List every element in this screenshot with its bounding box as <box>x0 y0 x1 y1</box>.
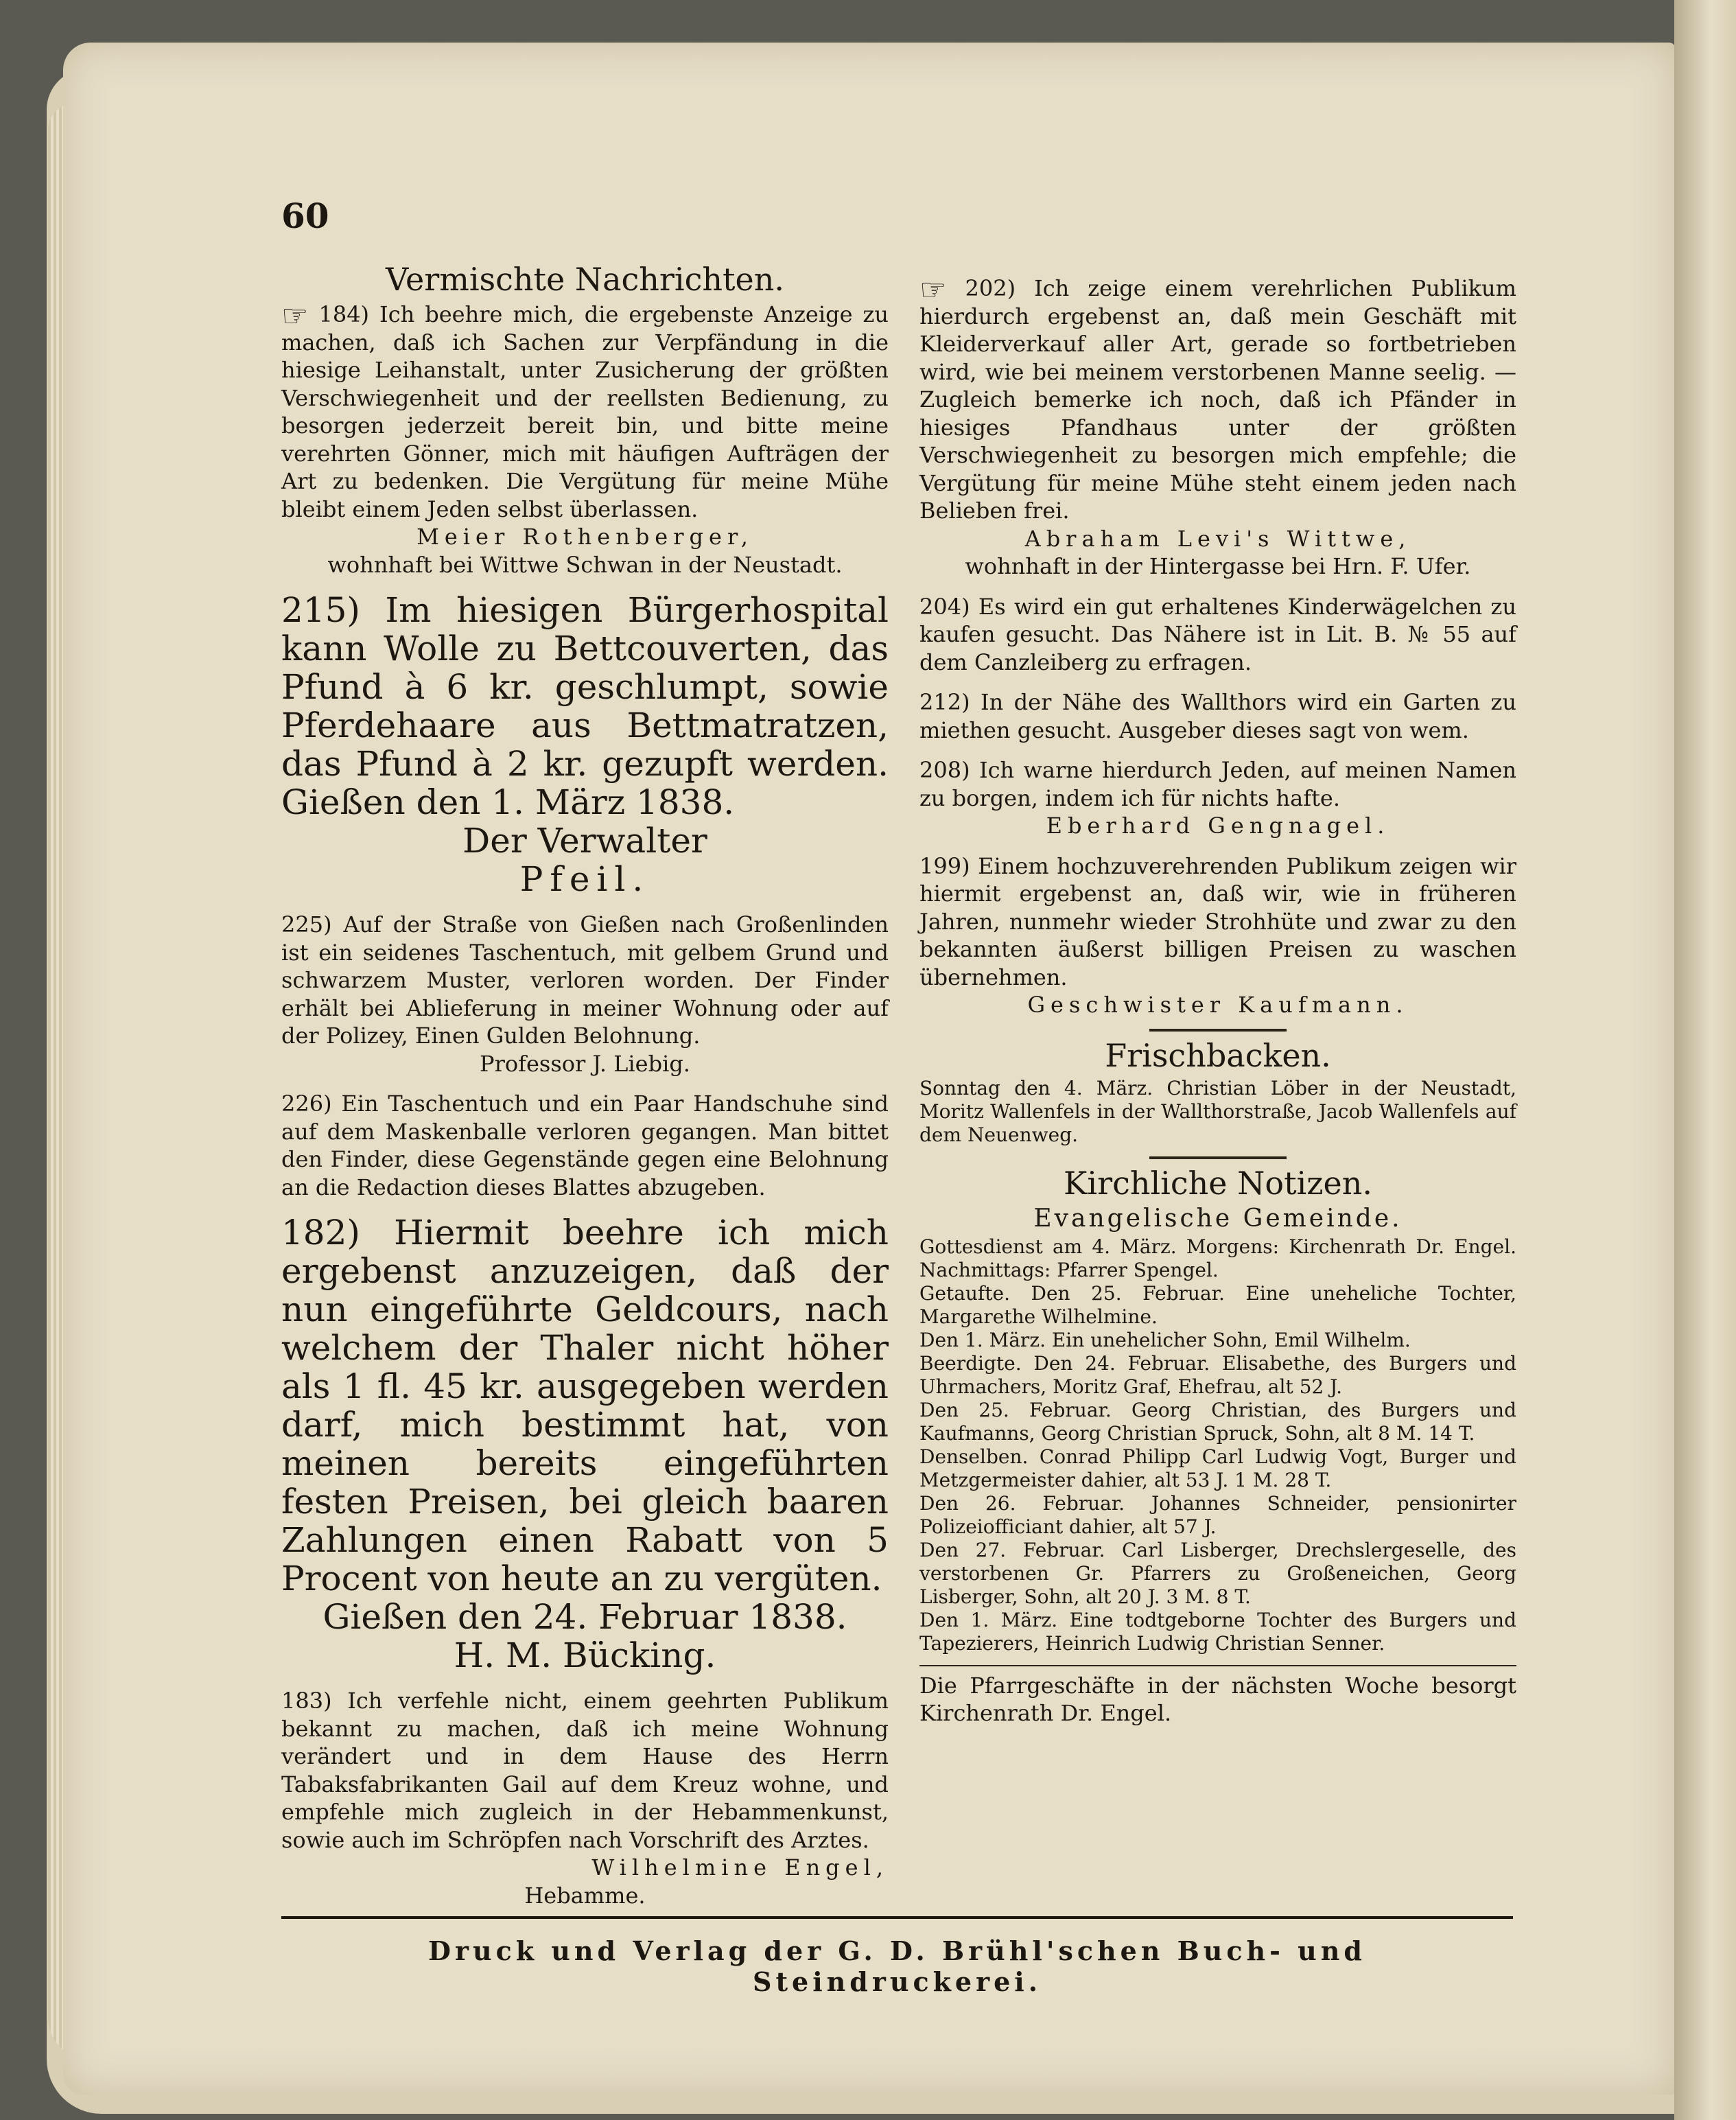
notice-number: 184) <box>318 301 370 327</box>
footer-rule <box>281 1916 1513 1919</box>
notice-text: 215) Im hiesigen Bürgerhospital kann Wolle zu Bettcouverten, das Pfund à 6 kr. geschlumpt, sowie Pferdehaare aus Bettmatratzen, das Pfund à 2 kr. gezupft werden. Gießen den 1. März 1838. <box>281 590 889 822</box>
section-text: Sonntag den 4. März. Christian Löber in der Neustadt, Moritz Wallenfels in der Wallthorstraße, Jacob Wallenfels auf dem Neuenweg. <box>919 1076 1516 1146</box>
entry-getaufte: Getaufte. Den 25. Februar. Eine uneheliche Tochter, Margarethe Wilhelmine. <box>919 1281 1516 1328</box>
notice-signature-title: Der Verwalter <box>462 821 707 861</box>
notice-signature: Pfeil. <box>519 859 650 899</box>
right-column <box>919 272 1517 1727</box>
section-heading: Kirchliche Notizen. <box>1064 1164 1372 1202</box>
notice-225 <box>281 911 889 1078</box>
entry-divider <box>919 1665 1516 1666</box>
entry-beerdigte: Beerdigte. Den 24. Februar. Elisabethe, des Burgers und Uhrmachers, Moritz Graf, Ehefrau, alt 52 J. <box>919 1351 1516 1398</box>
section-frischbacken <box>919 1037 1516 1147</box>
section-subheading: Evangelische Gemeinde. <box>1033 1204 1403 1233</box>
notice-signature: Professor J. Liebig. <box>480 1050 690 1077</box>
notice-text: 208) Ich warne hierdurch Jeden, auf meinen Namen zu borgen, indem ich für nichts hafte. <box>919 757 1516 811</box>
notice-text: 225) Auf der Straße von Gießen nach Großenlinden ist ein seidenes Taschentuch, mit gelbem Grund und schwarzem Muster, verloren worden. Der Finder erhält bei Ablieferung in meiner Wohnung oder auf der Polizey, Einen Gulden Belohnung. <box>281 911 889 1049</box>
notice-199 <box>919 852 1516 1019</box>
notice-184 <box>281 298 889 579</box>
notice-215 <box>281 591 889 898</box>
notice-202 <box>919 272 1517 581</box>
pointing-hand-icon: ☞ <box>281 298 309 334</box>
notice-text: 199) Einem hochzuverehrenden Publikum zeigen wir hiermit ergebenst an, daß wir, wie in früheren Jahren, nunmehr wieder Strohhüte und zwar zu den bekannten äußerst billigen Preisen zu waschen übernehmen. <box>919 852 1516 990</box>
notice-signature: H. M. Bücking. <box>454 1635 716 1675</box>
entry-maerz-1-b: Den 1. März. Eine todtgeborne Tochter des Burgers und Tapezierers, Heinrich Ludwig Christian Senner. <box>919 1608 1516 1655</box>
notice-226 <box>281 1090 889 1201</box>
notice-signature: Wilhelmine Engel, <box>591 1854 889 1880</box>
entry-pfarrgeschaefte: Die Pfarrgeschäfte in der nächsten Woche besorgt Kirchenrath Dr. Engel. <box>919 1672 1516 1726</box>
book-gutter <box>1674 0 1736 2120</box>
notice-signature: Geschwister Kaufmann. <box>1027 992 1409 1018</box>
section-divider <box>1149 1156 1287 1159</box>
entry-feb-25: Den 25. Februar. Georg Christian, des Burgers und Kaufmanns, Georg Christian Spruck, Sohn, alt 8 M. 14 T. <box>919 1398 1516 1445</box>
notice-text: 226) Ein Taschentuch und ein Paar Handschuhe sind auf dem Maskenballe verloren gegangen. Man bittet den Finder, diese Gegenstände gegen eine Belohnung an die Redaction dieses Blattes abzugeben. <box>281 1091 889 1200</box>
notice-number: 202) <box>965 275 1016 301</box>
entry-gottesdienst: Gottesdienst am 4. März. Morgens: Kirchenrath Dr. Engel. Nachmittags: Pfarrer Spengel. <box>919 1235 1516 1281</box>
notice-212: 212) In der Nähe des Wallthors wird ein Garten zu miethen gesucht. Ausgeber dieses sagt von wem. <box>919 689 1516 743</box>
notice-signature-title: Hebamme. <box>524 1882 646 1909</box>
notice-183 <box>281 1687 889 1909</box>
notice-signature: Eberhard Gengnagel. <box>1046 813 1390 839</box>
notice-204: 204) Es wird ein gut erhaltenes Kinderwägelchen zu kaufen gesucht. Das Nähere ist in Lit. B. № 55 auf dem Canzleiberg zu erfragen. <box>919 593 1516 675</box>
entry-denselben: Denselben. Conrad Philipp Carl Ludwig Vogt, Burger und Metzgermeister dahier, alt 53 J. 1 M. 28 T. <box>919 1445 1516 1491</box>
pointing-hand-icon: ☞ <box>919 272 947 307</box>
notice-182 <box>281 1213 889 1675</box>
entry-maerz-1: Den 1. März. Ein unehelicher Sohn, Emil Wilhelm. <box>919 1328 1411 1351</box>
section-kirchliche <box>919 1165 1516 1727</box>
notice-text: 183) Ich verfehle nicht, einem geehrten Publikum bekannt zu machen, daß ich meine Wohnung verändert und in dem Hause des Herrn Tabaksfabrikanten Gail auf dem Kreuz wohne, und empfehle mich zugleich in der Hebammenkunst, sowie auch im Schröpfen nach Vorschrift des Arztes. <box>281 1688 889 1853</box>
notice-address: wohnhaft bei Wittwe Schwan in der Neustadt. <box>327 551 843 578</box>
entry-feb-27: Den 27. Februar. Carl Lisberger, Drechslergeselle, des verstorbenen Gr. Pfarrers zu Großeneichen, Georg Lisberger, Sohn, alt 20 J. 3 M. 8 T. <box>919 1538 1516 1608</box>
entry-feb-26: Den 26. Februar. Johannes Schneider, pensionirter Polizeiofficiant dahier, alt 57 J. <box>919 1491 1516 1538</box>
notice-address: wohnhaft in der Hintergasse bei Hrn. F. Ufer. <box>965 553 1471 579</box>
section-heading: Frischbacken. <box>1105 1036 1331 1074</box>
notice-date: Gießen den 24. Februar 1838. <box>322 1597 847 1637</box>
section-divider <box>1149 1029 1287 1032</box>
section-heading-vermischte: Vermischte Nachrichten. <box>386 261 784 298</box>
notice-208 <box>919 756 1516 840</box>
notice-text: Ich zeige einem verehrlichen Publikum hierdurch ergebenst an, daß mein Geschäft mit Kleiderverkauf aller Art, gerade so fortbetrieben wird, wie bei meinem verstorbenen Manne seelig. — Zugleich bemerke ich noch, daß ich Pfänder in hiesiges Pfandhaus unter der größten Verschwiegenheit zu besorgen mich empfehle; die Vergütung für meine Mühe steht einem jeden nach Belieben frei. <box>919 275 1517 524</box>
notice-signature: Meier Rothenberger, <box>417 524 753 550</box>
notice-text: Ich beehre mich, die ergebenste Anzeige zu machen, daß ich Sachen zur Verpfändung in die hiesige Leihanstalt, unter Zusicherung der größten Verschwiegenheit und der reellsten Bedienung, zu besorgen jederzeit bereit bin, und bitte meine verehrten Gönner, mich mit häufigen Aufträgen der Art zu bedenken. Die Vergütung für meine Mühe bleibt einem Jeden selbst überlassen. <box>281 301 889 522</box>
notice-text: 182) Hiermit beehre ich mich ergebenst anzuzeigen, daß der nun eingeführte Geldcours, nach welchem der Thaler nicht höher als 1 fl. 45 kr. ausgegeben werden darf, mich bestimmt hat, von meinen bereits eingeführten festen Preisen, bei gleich baaren Zahlungen einen Rabatt von 5 Procent von heute an zu vergüten. <box>281 1213 889 1598</box>
imprint-footer: Druck und Verlag der G. D. Brühl'schen Buch- und Steindruckerei. <box>427 1935 1366 1997</box>
left-column <box>281 261 889 1909</box>
page-number: 60 <box>281 196 329 236</box>
notice-signature: Abraham Levi's Wittwe, <box>1024 525 1411 552</box>
